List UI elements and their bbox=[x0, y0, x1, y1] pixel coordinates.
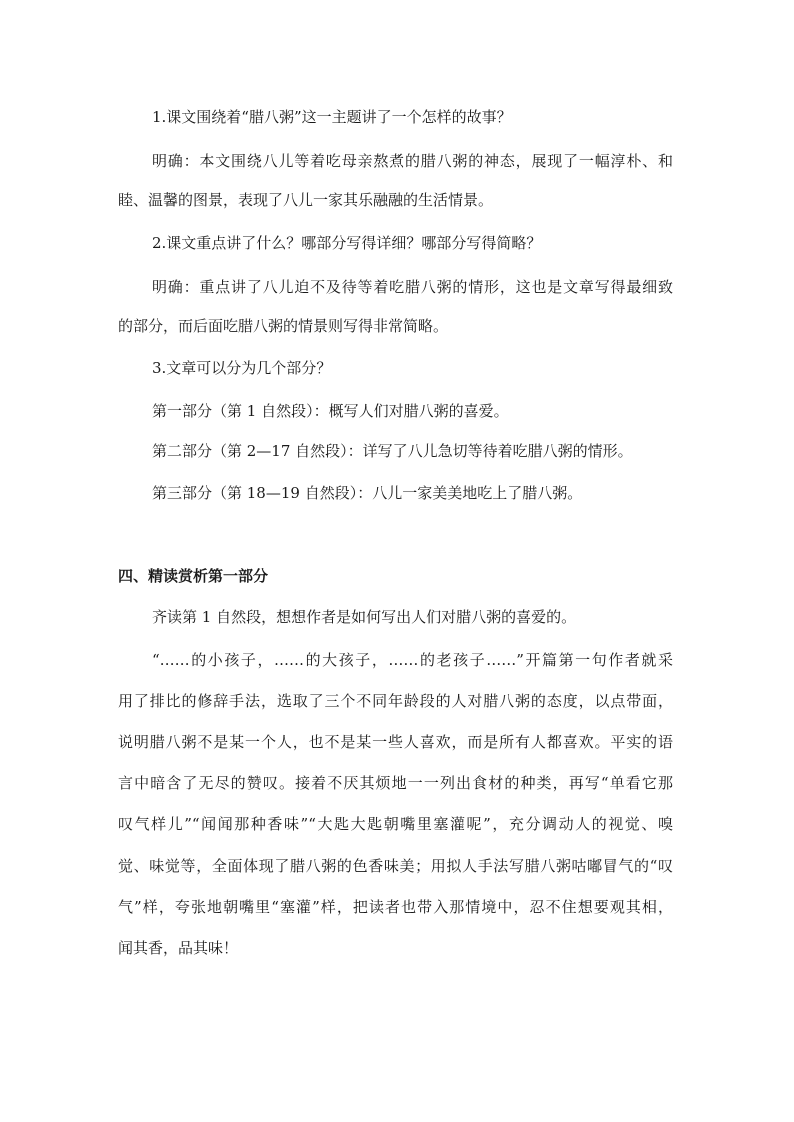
analysis-line-4: 言中暗含了无尽的赞叹。接着不厌其烦地一一列出食材的种类，再写“单看它那 bbox=[118, 774, 673, 792]
analysis-line-1: “……的小孩子，……的大孩子，……的老孩子……”开篇第一句作者就采 bbox=[152, 651, 673, 669]
question-1: 1.课文围绕着“腊八粥”这一主题讲了一个怎样的故事？ bbox=[152, 108, 512, 126]
answer-1-line-2: 睦、温馨的图景，表现了八儿一家其乐融融的生活情景。 bbox=[118, 191, 494, 209]
analysis-line-8: 闻其香，品其味！ bbox=[118, 939, 239, 957]
analysis-line-3: 说明腊八粥不是某一个人，也不是某一些人喜欢，而是所有人都喜欢。平实的语 bbox=[118, 733, 673, 751]
part-3: 第三部分（第 18—19 自然段）：八儿一家美美地吃上了腊八粥。 bbox=[152, 484, 583, 502]
question-2: 2.课文重点讲了什么？哪部分写得详细？哪部分写得简略？ bbox=[152, 234, 542, 252]
analysis-line-6: 觉、味觉等，全面体现了腊八粥的色香味美；用拟人手法写腊八粥咕嘟冒气的“叹 bbox=[118, 857, 673, 875]
analysis-line-5: 叹气样儿”“闻闻那种香味”“大匙大匙朝嘴里塞灌呢”，充分调动人的视觉、嗅 bbox=[118, 815, 673, 833]
part-1: 第一部分（第 1 自然段）：概写人们对腊八粥的喜爱。 bbox=[152, 402, 509, 420]
part-2: 第二部分（第 2—17 自然段）：详写了八儿急切等待着吃腊八粥的情形。 bbox=[152, 442, 633, 460]
answer-1-line-1: 明确：本文围绕八儿等着吃母亲熬煮的腊八粥的神态，展现了一幅淳朴、和 bbox=[152, 152, 673, 170]
section-heading: 四、精读赏析第一部分 bbox=[118, 567, 269, 585]
analysis-line-2: 用了排比的修辞手法，选取了三个不同年龄段的人对腊八粥的态度，以点带面， bbox=[118, 692, 673, 710]
answer-2-line-2: 的部分，而后面吃腊八粥的情景则写得非常简略。 bbox=[118, 317, 449, 335]
analysis-line-7: 气”样，夸张地朝嘴里“塞灌”样，把读者也带入那情境中，忍不住想要观其相， bbox=[118, 898, 673, 916]
reading-intro: 齐读第 1 自然段，想想作者是如何写出人们对腊八粥的喜爱的。 bbox=[152, 608, 577, 626]
question-3: 3.文章可以分为几个部分？ bbox=[152, 359, 332, 377]
answer-2-line-1: 明确：重点讲了八儿迫不及待等着吃腊八粥的情形，这也是文章写得最细致 bbox=[152, 278, 673, 296]
